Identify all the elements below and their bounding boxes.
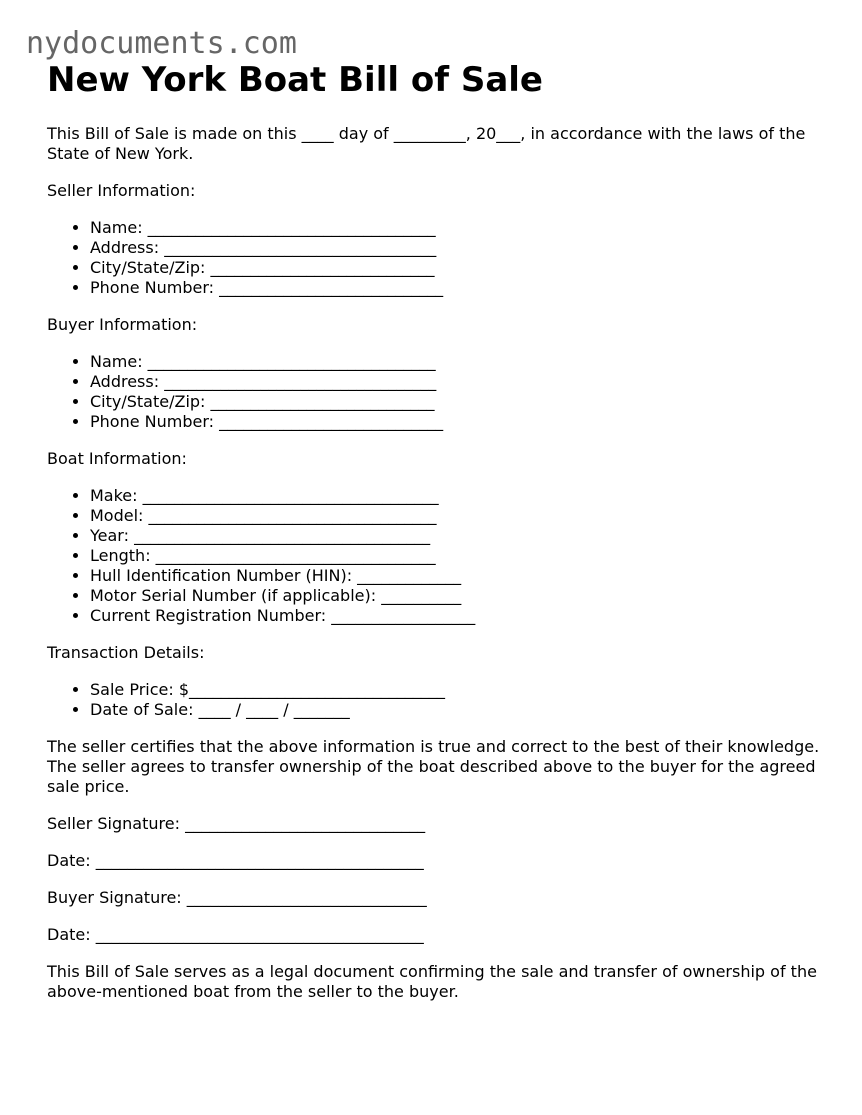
transaction-details-heading: Transaction Details:: [47, 643, 205, 662]
boat-info-list: [47, 486, 822, 626]
registration-number-field: • Current Registration Number: __________________: [90, 606, 822, 626]
seller-signature-line: Seller Signature: ______________________________: [47, 814, 426, 833]
boat-length-field: • Length: ___________________________________: [90, 546, 822, 566]
document-body: [47, 124, 822, 1019]
seller-info-heading: Seller Information:: [47, 181, 196, 200]
seller-phone-field: • Phone Number: ____________________________: [90, 278, 822, 298]
buyer-info-list: [47, 352, 822, 432]
buyer-phone-field: • Phone Number: ____________________________: [90, 412, 822, 432]
closing-paragraph: This Bill of Sale serves as a legal document confirming the sale and transfer of ownership of the above-mentioned boat from the seller to the buyer.: [47, 962, 817, 1001]
certification-paragraph: The seller certifies that the above information is true and correct to the best of their knowledge. The seller agrees to transfer ownership of the boat described above to the buyer for the agreed sale price.: [47, 737, 820, 796]
buyer-info-heading: Buyer Information:: [47, 315, 198, 334]
buyer-date-line: Date: _________________________________________: [47, 925, 424, 944]
site-watermark: nydocuments.com: [26, 26, 297, 61]
seller-info-list: [47, 218, 822, 298]
buyer-name-field: • Name: ____________________________________: [90, 352, 822, 372]
seller-name-field: • Name: ____________________________________: [90, 218, 822, 238]
seller-city-state-zip-field: • City/State/Zip: ____________________________: [90, 258, 822, 278]
seller-address-field: • Address: __________________________________: [90, 238, 822, 258]
boat-info-heading: Boat Information:: [47, 449, 187, 468]
boat-model-field: • Model: ____________________________________: [90, 506, 822, 526]
boat-make-field: • Make: _____________________________________: [90, 486, 822, 506]
boat-year-field: • Year: _____________________________________: [90, 526, 822, 546]
boat-hin-field: • Hull Identification Number (HIN): _____________: [90, 566, 822, 586]
buyer-address-field: • Address: __________________________________: [90, 372, 822, 392]
intro-paragraph: This Bill of Sale is made on this ____ day of _________, 20___, in accordance with the laws of the State of New York.: [47, 124, 806, 163]
document-title: New York Boat Bill of Sale: [47, 60, 543, 100]
date-of-sale-field: • Date of Sale: ____ / ____ / _______: [90, 700, 822, 720]
motor-serial-field: • Motor Serial Number (if applicable): __________: [90, 586, 822, 606]
buyer-signature-line: Buyer Signature: ______________________________: [47, 888, 427, 907]
sale-price-field: • Sale Price: $________________________________: [90, 680, 822, 700]
seller-date-line: Date: _________________________________________: [47, 851, 424, 870]
transaction-details-list: [47, 680, 822, 720]
buyer-city-state-zip-field: • City/State/Zip: ____________________________: [90, 392, 822, 412]
